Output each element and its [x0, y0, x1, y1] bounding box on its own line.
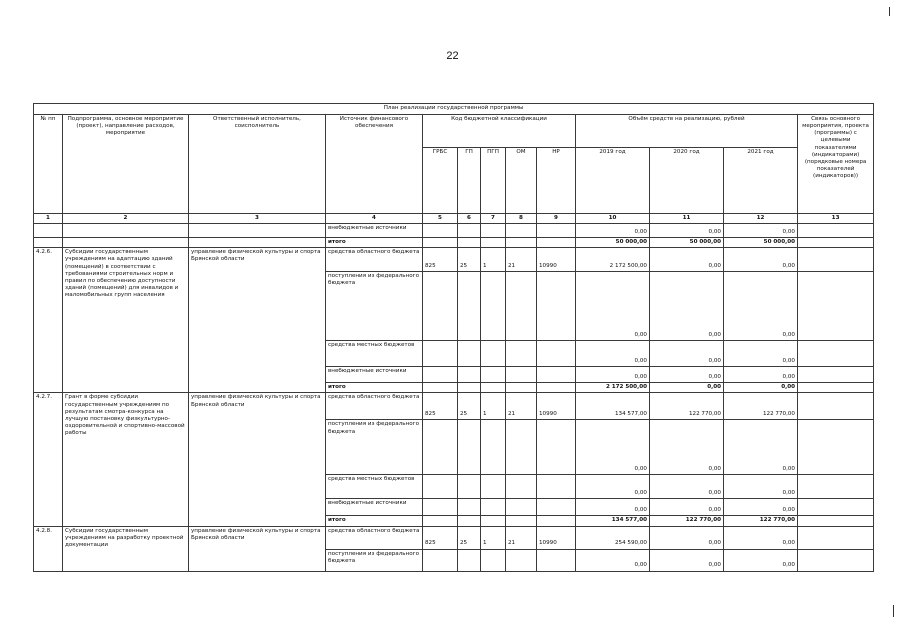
amount-2020: 0,00: [650, 272, 724, 341]
code-om: [506, 383, 537, 393]
code-grbs: [423, 516, 458, 526]
indicator-link: [798, 383, 874, 393]
code-grbs: [423, 367, 458, 383]
column-number-12: 12: [724, 214, 798, 224]
header-2021: 2021 год: [724, 148, 798, 214]
code-pgp: [481, 549, 506, 571]
code-pgp: [481, 499, 506, 516]
code-pgp: 1: [481, 526, 506, 549]
amount-2019: 0,00: [576, 341, 650, 367]
code-pgp: 1: [481, 248, 506, 272]
code-gp: [458, 383, 481, 393]
table-row: [34, 238, 874, 248]
header-2020: 2020 год: [650, 148, 724, 214]
indicator-link: [798, 499, 874, 516]
funding-source: средства местных бюджетов: [326, 341, 423, 367]
funding-source: итого: [326, 516, 423, 526]
code-om: [506, 272, 537, 341]
column-number-2: 2: [63, 214, 189, 224]
table-row: [34, 393, 874, 420]
amount-2021: 0,00: [724, 272, 798, 341]
column-number-5: 5: [423, 214, 458, 224]
row-executor: [189, 238, 326, 248]
code-pgp: [481, 516, 506, 526]
code-gp: [458, 341, 481, 367]
funding-source: поступления из федерального бюджета: [326, 420, 423, 475]
item-name: Грант в форме субсидии государственным учреждениям по результатам смотра-конкурса на лучшую постановку физкультурно-оздоровительной и спортивно-массовой работы: [63, 393, 189, 526]
funding-source: итого: [326, 383, 423, 393]
plan-table: [33, 103, 874, 572]
code-grbs: 825: [423, 526, 458, 549]
amount-2021: 0,00: [724, 383, 798, 393]
column-number-10: 10: [576, 214, 650, 224]
header-no: № пп: [34, 115, 63, 214]
amount-2020: 0,00: [650, 367, 724, 383]
row-number: [34, 224, 63, 238]
code-om: [506, 549, 537, 571]
code-om: 21: [506, 393, 537, 420]
code-gp: 25: [458, 526, 481, 549]
code-gp: [458, 499, 481, 516]
code-grbs: 825: [423, 393, 458, 420]
amount-2020: 0,00: [650, 420, 724, 475]
row-subprogram: [63, 224, 189, 238]
amount-2020: 0,00: [650, 549, 724, 571]
header-2019: 2019 год: [576, 148, 650, 214]
header-pgp: ПГП: [481, 148, 506, 214]
code-om: [506, 341, 537, 367]
code-pgp: [481, 367, 506, 383]
code-grbs: [423, 549, 458, 571]
code-nr: [537, 499, 576, 516]
amount-2021: 0,00: [724, 499, 798, 516]
amount-2021: 0,00: [724, 224, 798, 238]
code-gp: [458, 224, 481, 238]
indicator-link: [798, 341, 874, 367]
header-budget-classification: Код бюджетной классификации: [423, 115, 576, 148]
code-nr: 10990: [537, 248, 576, 272]
item-name: Субсидии государственным учреждениям на разработку проектной документации: [63, 526, 189, 571]
code-nr: [537, 272, 576, 341]
code-nr: [537, 383, 576, 393]
code-pgp: [481, 475, 506, 499]
amount-2019: 2 172 500,00: [576, 383, 650, 393]
column-number-7: 7: [481, 214, 506, 224]
amount-2021: 50 000,00: [724, 238, 798, 248]
code-nr: 10990: [537, 526, 576, 549]
amount-2021: 0,00: [724, 248, 798, 272]
funding-source: средства областного бюджета: [326, 393, 423, 420]
code-nr: [537, 367, 576, 383]
amount-2019: 0,00: [576, 224, 650, 238]
amount-2019: 0,00: [576, 367, 650, 383]
code-om: [506, 367, 537, 383]
code-grbs: [423, 341, 458, 367]
amount-2019: 254 590,00: [576, 526, 650, 549]
code-gp: [458, 516, 481, 526]
funding-source: внебюджетные источники: [326, 224, 423, 238]
code-nr: [537, 475, 576, 499]
amount-2021: 0,00: [724, 367, 798, 383]
amount-2020: 0,00: [650, 383, 724, 393]
item-executor: управление физической культуры и спорта Брянской области: [189, 393, 326, 526]
code-nr: 10990: [537, 393, 576, 420]
indicator-link: [798, 516, 874, 526]
indicator-link: [798, 367, 874, 383]
row-executor: [189, 224, 326, 238]
amount-2019: 0,00: [576, 475, 650, 499]
code-nr: [537, 341, 576, 367]
amount-2019: 2 172 500,00: [576, 248, 650, 272]
header-grbs: ГРБС: [423, 148, 458, 214]
code-gp: [458, 420, 481, 475]
code-nr: [537, 224, 576, 238]
code-nr: [537, 420, 576, 475]
code-gp: 25: [458, 248, 481, 272]
indicator-link: [798, 475, 874, 499]
funding-source: поступления из федерального бюджета: [326, 549, 423, 571]
item-number: 4.2.6.: [34, 248, 63, 393]
header-indicator-link: Связь основного мероприятия, проекта (программы) с целевыми показателями (индикаторами) (порядковые номера показателей (индикаторов)): [798, 115, 874, 214]
amount-2019: 0,00: [576, 549, 650, 571]
code-pgp: [481, 420, 506, 475]
code-om: 21: [506, 526, 537, 549]
code-pgp: [481, 383, 506, 393]
column-number-11: 11: [650, 214, 724, 224]
code-gp: [458, 238, 481, 248]
code-nr: [537, 238, 576, 248]
column-number-13: 13: [798, 214, 874, 224]
code-grbs: 825: [423, 248, 458, 272]
code-gp: [458, 367, 481, 383]
funding-source: средства областного бюджета: [326, 526, 423, 549]
code-om: [506, 224, 537, 238]
code-gp: [458, 475, 481, 499]
indicator-link: [798, 248, 874, 272]
header-gp: ГП: [458, 148, 481, 214]
row-subprogram: [63, 238, 189, 248]
amount-2020: 0,00: [650, 499, 724, 516]
code-gp: 25: [458, 393, 481, 420]
code-om: 21: [506, 248, 537, 272]
code-grbs: [423, 499, 458, 516]
header-om: ОМ: [506, 148, 537, 214]
column-number-4: 4: [326, 214, 423, 224]
funding-source: средства местных бюджетов: [326, 475, 423, 499]
code-grbs: [423, 475, 458, 499]
table-row: [34, 526, 874, 549]
amount-2021: 0,00: [724, 341, 798, 367]
scan-mark-top: [889, 7, 890, 16]
header-executor: Ответственный исполнитель, соисполнитель: [189, 115, 326, 214]
amount-2020: 50 000,00: [650, 238, 724, 248]
code-nr: [537, 549, 576, 571]
indicator-link: [798, 224, 874, 238]
column-number-9: 9: [537, 214, 576, 224]
code-om: [506, 499, 537, 516]
item-executor: управление физической культуры и спорта Брянской области: [189, 248, 326, 393]
funding-source: итого: [326, 238, 423, 248]
amount-2021: 122 770,00: [724, 516, 798, 526]
column-number-8: 8: [506, 214, 537, 224]
amount-2019: 134 577,00: [576, 516, 650, 526]
amount-2019: 134 577,00: [576, 393, 650, 420]
amount-2020: 0,00: [650, 475, 724, 499]
code-grbs: [423, 420, 458, 475]
item-name: Субсидии государственным учреждениям на адаптацию зданий (помещений) в соответствии с требованиями строительных норм и правил по обеспечению доступности зданий (помещений) для инвалидов и маломобильных групп населения: [63, 248, 189, 393]
amount-2019: 50 000,00: [576, 238, 650, 248]
amount-2020: 0,00: [650, 526, 724, 549]
amount-2019: 0,00: [576, 272, 650, 341]
table-title: План реализации государственной программы: [34, 104, 874, 115]
funding-source: внебюджетные источники: [326, 499, 423, 516]
funding-source: внебюджетные источники: [326, 367, 423, 383]
amount-2019: 0,00: [576, 499, 650, 516]
amount-2021: 0,00: [724, 475, 798, 499]
header-source: Источник финансового обеспечения: [326, 115, 423, 214]
indicator-link: [798, 393, 874, 420]
code-grbs: [423, 224, 458, 238]
funding-source: поступления из федерального бюджета: [326, 272, 423, 341]
code-grbs: [423, 383, 458, 393]
amount-2020: 0,00: [650, 248, 724, 272]
item-executor: управление физической культуры и спорта Брянской области: [189, 526, 326, 571]
amount-2021: 122 770,00: [724, 393, 798, 420]
code-pgp: [481, 238, 506, 248]
code-om: [506, 475, 537, 499]
indicator-link: [798, 272, 874, 341]
header-subprogram: Подпрограмма, основное мероприятие (проект), направление расходов, мероприятие: [63, 115, 189, 214]
funding-source: средства областного бюджета: [326, 248, 423, 272]
amount-2020: 0,00: [650, 224, 724, 238]
amount-2021: 0,00: [724, 526, 798, 549]
scan-mark-bottom: [893, 605, 894, 617]
indicator-link: [798, 238, 874, 248]
table-row: [34, 248, 874, 272]
code-pgp: [481, 224, 506, 238]
header-nr: НР: [537, 148, 576, 214]
code-nr: [537, 516, 576, 526]
indicator-link: [798, 420, 874, 475]
code-pgp: 1: [481, 393, 506, 420]
code-grbs: [423, 272, 458, 341]
amount-2020: 122 770,00: [650, 393, 724, 420]
code-om: [506, 420, 537, 475]
code-gp: [458, 549, 481, 571]
table-row: [34, 224, 874, 238]
indicator-link: [798, 526, 874, 549]
amount-2021: 0,00: [724, 420, 798, 475]
indicator-link: [798, 549, 874, 571]
code-pgp: [481, 341, 506, 367]
amount-2021: 0,00: [724, 549, 798, 571]
code-om: [506, 516, 537, 526]
column-number-row: [34, 214, 874, 224]
item-number: 4.2.8.: [34, 526, 63, 571]
page-number: 22: [446, 50, 459, 62]
column-number-6: 6: [458, 214, 481, 224]
header-funding-volume: Объём средств на реализацию, рублей: [576, 115, 798, 148]
amount-2019: 0,00: [576, 420, 650, 475]
row-number: [34, 238, 63, 248]
amount-2020: 122 770,00: [650, 516, 724, 526]
column-number-1: 1: [34, 214, 63, 224]
code-pgp: [481, 272, 506, 341]
code-om: [506, 238, 537, 248]
code-gp: [458, 272, 481, 341]
code-grbs: [423, 238, 458, 248]
item-number: 4.2.7.: [34, 393, 63, 526]
column-number-3: 3: [189, 214, 326, 224]
amount-2020: 0,00: [650, 341, 724, 367]
